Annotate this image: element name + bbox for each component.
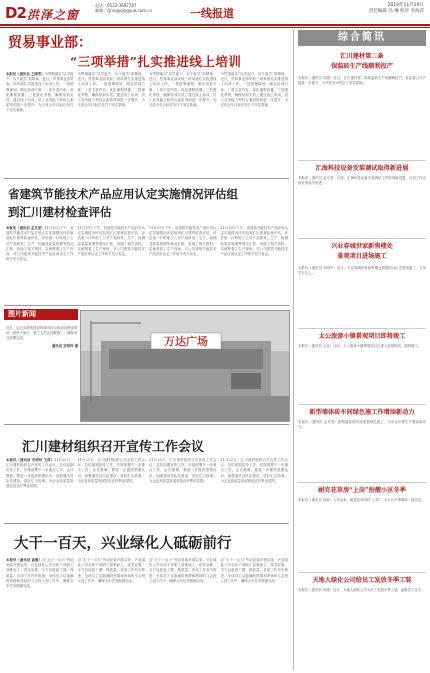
masthead-rule-thin — [0, 27, 430, 28]
brief-separator-6 — [298, 572, 426, 573]
article1-byline: 本报讯（通讯员 王晓雪） — [6, 72, 45, 76]
article4-byline: 本报讯（通讯员 高敏） — [6, 558, 43, 562]
news-photo — [80, 310, 290, 422]
article3-text: 11月22日，汇川建材组织召开宣传工作会议，总结前期宣传工作，安排部署下一步重点工作。会议强调，要进一步提高思想认识，加强通讯员队伍建设，讲好汇川故事，为企业高质量发展营造良好舆论氛围。 — [6, 458, 74, 489]
article2-text: 11月19日下午，省建筑节能技术产品应用认定实施情况评估组到汇川建材检查评估。评估组一行听取了公司产品研发、生产、检测及质量管理等情况汇报，查阅了相关资料，实地察看了生产现场，对公司建筑节能技术产品应用认定工作给予充分肯定。 — [6, 226, 74, 262]
issue-date: 2019年11月29日 — [387, 3, 424, 8]
article1-body — [6, 72, 288, 172]
article1-text-col3: 为贯彻落实“以学促干，以干促学”的精神，近日，贸易事业部采取三项举措扎实推进线上培训工作。一是统筹谋划，制定培训方案；二是丰富内容，优化课程设置；三是强化考核，确保培训实效。通过线上培训，员工业务能力和综合素质得到进一步提升，为完成全年目标任务打下坚实基础。 — [149, 72, 217, 108]
photo-caption — [6, 326, 78, 349]
article4-body — [6, 558, 288, 668]
article4-text-col4: 自“大干一百天”劳动竞赛开展以来，兴业绿化公司全体干部职工迎难而上、攻坚克难，全力以赴抢工期、保质量，各项工作有序推进，全体员工以饱满的热情和昂扬的斗志投入到工作中，确保全年任务圆满完成。 — [220, 558, 288, 583]
article2-body — [6, 226, 288, 302]
article2-text-col3: 11月19日下午，省建筑节能技术产品应用认定实施情况评估组到汇川建材检查评估。评估组一行听取了公司产品研发、生产、检测及质量管理等情况汇报，查阅了相关资料，实地察看了生产现场，对公司建筑节能技术产品应用认定工作给予充分肯定。 — [149, 226, 217, 257]
brief-6-title: 耐克花草房“上岗”扮靓小区冬季 — [318, 487, 406, 494]
brief-separator-3 — [298, 328, 426, 329]
article3-body — [6, 458, 288, 518]
brief-7-title: 天地人绿化公司给员工发放冬季工装 — [312, 577, 412, 584]
editor-line: 责任编辑 冯 琳 校对 李海萍 — [368, 9, 424, 14]
column-divider — [293, 30, 294, 670]
article1-text: 为贯彻落实“以学促干，以干促学”的精神，近日，贸易事业部采取三项举措扎实推进线上培训工作。一是统筹谋划，制定培训方案；二是丰富内容，优化课程设置；三是强化考核，确保培训实效。通过线上培训，员工业务能力和综合素质得到进一步提升，为完成全年目标任务打下坚实基础。 — [6, 72, 74, 113]
paper-name: 洪泽之窗 — [27, 8, 80, 22]
contact-info — [95, 3, 152, 13]
brief-5-title: 新型墙体砖车间绿色施工作增添新动力 — [309, 409, 415, 416]
masthead — [0, 0, 430, 26]
article1-title: 贸易事业部： — [8, 35, 92, 51]
article3-text-col3: 11月22日，汇川建材组织召开宣传工作会议，总结前期宣传工作，安排部署下一步重点工作。会议强调，要进一步提高思想认识，加强通讯员队伍建设，讲好汇川故事，为企业高质量发展营造良好舆论氛围。 — [149, 458, 217, 483]
article2-text-col4: 11月19日下午，省建筑节能技术产品应用认定实施情况评估组到汇川建材检查评估。评估组一行听取了公司产品研发、生产、检测及质量管理等情况汇报，查阅了相关资料，实地察看了生产现场，对公司建筑节能技术产品应用认定工作给予充分肯定。 — [220, 226, 288, 257]
contact-email: 邮箱：cjrss@qingyue.com.cn — [95, 8, 153, 13]
article1-text-col4: 为贯彻落实“以学促干，以干促学”的精神，近日，贸易事业部采取三项举措扎实推进线上培训工作。一是统筹谋划，制定培训方案；二是丰富内容，优化课程设置；三是强化考核，确保培训实效。通过线上培训，员工业务能力和综合素质得到进一步提升，为完成全年目标任务打下坚实基础。 — [220, 72, 288, 108]
article2-text-col2: 11月19日下午，省建筑节能技术产品应用认定实施情况评估组到汇川建材检查评估。评估组一行听取了公司产品研发、生产、检测及质量管理等情况汇报，查阅了相关资料，实地察看了生产现场，对公司建筑节能技术产品应用认定工作给予充分肯定。 — [77, 226, 145, 257]
section-rule-4 — [4, 523, 289, 524]
article4-title: 大干一百天，兴业绿化人砥砺前行 — [14, 535, 232, 552]
article1-text-col2: 为贯彻落实“以学促干，以干促学”的精神，近日，贸易事业部采取三项举措扎实推进线上培训工作。一是统筹谋划，制定培训方案；二是丰富内容，优化课程设置；三是强化考核，确保培训实效。通过线上培训，员工业务能力和综合素质得到进一步提升，为完成全年目标任务打下坚实基础。 — [77, 72, 145, 108]
brief-1-body: 本报讯（通讯员 刘建）近日，汇川建材第二条保温砖生产线顺利投产，标志着公司产能进一步提升，为开拓市场奠定了坚实基础。 — [298, 76, 426, 86]
page-number: D2 — [5, 4, 26, 22]
section-rule — [4, 178, 289, 179]
article3-title: 汇川建材组织召开宣传工作会议 — [22, 440, 205, 455]
article3-byline: 本报讯（通讯员 安明玲 王萍） — [6, 458, 55, 462]
page-tag: 一线报道 — [190, 7, 234, 20]
article4-text: 自“大干一百天”劳动竞赛开展以来，兴业绿化公司全体干部职工迎难而上、攻坚克难，全力以赴抢工期、保质量，各项工作有序推进，全体员工以饱满的热情和昂扬的斗志投入到工作中，确保全年任务圆满完成。 — [6, 558, 74, 589]
article2-title-line2: 到汇川建材检查评估 — [8, 205, 112, 219]
sidebar-header: 综合简讯 — [298, 30, 426, 46]
contact-phone: 电话：0533-3697787 — [95, 3, 137, 8]
date-info — [369, 3, 424, 15]
building-sign-text: 万达广场 — [164, 335, 208, 348]
section-rule-2 — [4, 305, 289, 306]
article2-byline: 本报讯（通讯员 孟凡堂） — [6, 226, 45, 230]
brief-4-title: 太公旅游小镇景观项目即将竣工 — [318, 333, 406, 340]
article3-text-col2: 11月22日，汇川建材组织召开宣传工作会议，总结前期宣传工作，安排部署下一步重点工作。会议强调，要进一步提高思想认识，加强通讯员队伍建设，讲好汇川故事，为企业高质量发展营造良好舆论氛围。 — [77, 458, 145, 483]
brief-separator-4 — [298, 404, 426, 405]
article4-text-col3: 自“大干一百天”劳动竞赛开展以来，兴业绿化公司全体干部职工迎难而上、攻坚克难，全力以赴抢工期、保质量，各项工作有序推进，全体员工以饱满的热情和昂扬的斗志投入到工作中，确保全年任务圆满完成。 — [149, 558, 217, 583]
brief-2-body: 本报讯（通讯员 孟凡堂）日前，汇海科技设备安装调试工作取得新进展，各项工作正按计划有序推进。 — [298, 176, 426, 186]
article1-subtitle: “三项举措”扎实推进线上培训 — [70, 54, 242, 69]
brief-7-body: 本报讯（通讯员 刘建）近日，天地人绿化公司为员工发放冬季工装，温暖员工过冬。 — [298, 588, 425, 592]
brief-3-title-line2: 景观项目进场施工 — [337, 253, 387, 260]
photo-credit: 通讯员 安明玲 摄 — [51, 343, 78, 348]
brief-separator — [298, 160, 426, 161]
brief-3-body: 本报讯（通讯员 安明玲）近日，兴业春城世家新售楼处景观项目正式进场施工，力争早日完工。 — [298, 266, 426, 276]
photo-news-tag: 图片新闻 — [4, 309, 78, 320]
photo-caption-text: 近日，由总部投资建设的城市综合体项目建设现场一派热火朝天，施工人员正加紧施工，确保项目如期完成。 — [6, 326, 78, 341]
masthead-rule — [0, 24, 430, 26]
article4-text-col2: 自“大干一百天”劳动竞赛开展以来，兴业绿化公司全体干部职工迎难而上、攻坚克难，全力以赴抢工期、保质量，各项工作有序推进，全体员工以饱满的热情和昂扬的斗志投入到工作中，确保全年任务圆满完成。 — [77, 558, 145, 583]
brief-4-body: 本报讯（通讯员 王萍）目前，太公旅游小镇景观项目已进入收尾阶段，即将竣工。 — [298, 344, 422, 348]
brief-1-title-line2: 保温砖生产线顺利投产 — [331, 63, 393, 70]
brief-3-title: 兴业春城世家新售楼处 — [331, 243, 393, 250]
brief-2-title: 汇海科技设备安装调试取得新进展 — [315, 165, 409, 172]
section-rule-3 — [4, 424, 289, 425]
brief-1-title: 汇川建材第二条 — [340, 53, 384, 60]
brief-6-body: 本报讯（通讯员 高敏）入冬以来，耐寒花草纷纷“上岗”，为小区冬季增添一抹亮色。 — [298, 498, 425, 502]
brief-separator-5 — [298, 482, 426, 483]
brief-separator-2 — [298, 238, 426, 239]
article3-text-col4: 11月22日，汇川建材组织召开宣传工作会议，总结前期宣传工作，安排部署下一步重点工作。会议强调，要进一步提高思想认识，加强通讯员队伍建设，讲好汇川故事，为企业高质量发展营造良好舆论氛围。 — [220, 458, 288, 483]
article2-title: 省建筑节能技术产品应用认定实施情况评估组 — [8, 187, 238, 201]
brief-5-body: 本报讯（通讯员 孟凡堂）新型墙体砖车间加强绿色施工，为安全环保生产增添新动力。 — [298, 420, 426, 430]
construction-photo — [81, 311, 289, 421]
